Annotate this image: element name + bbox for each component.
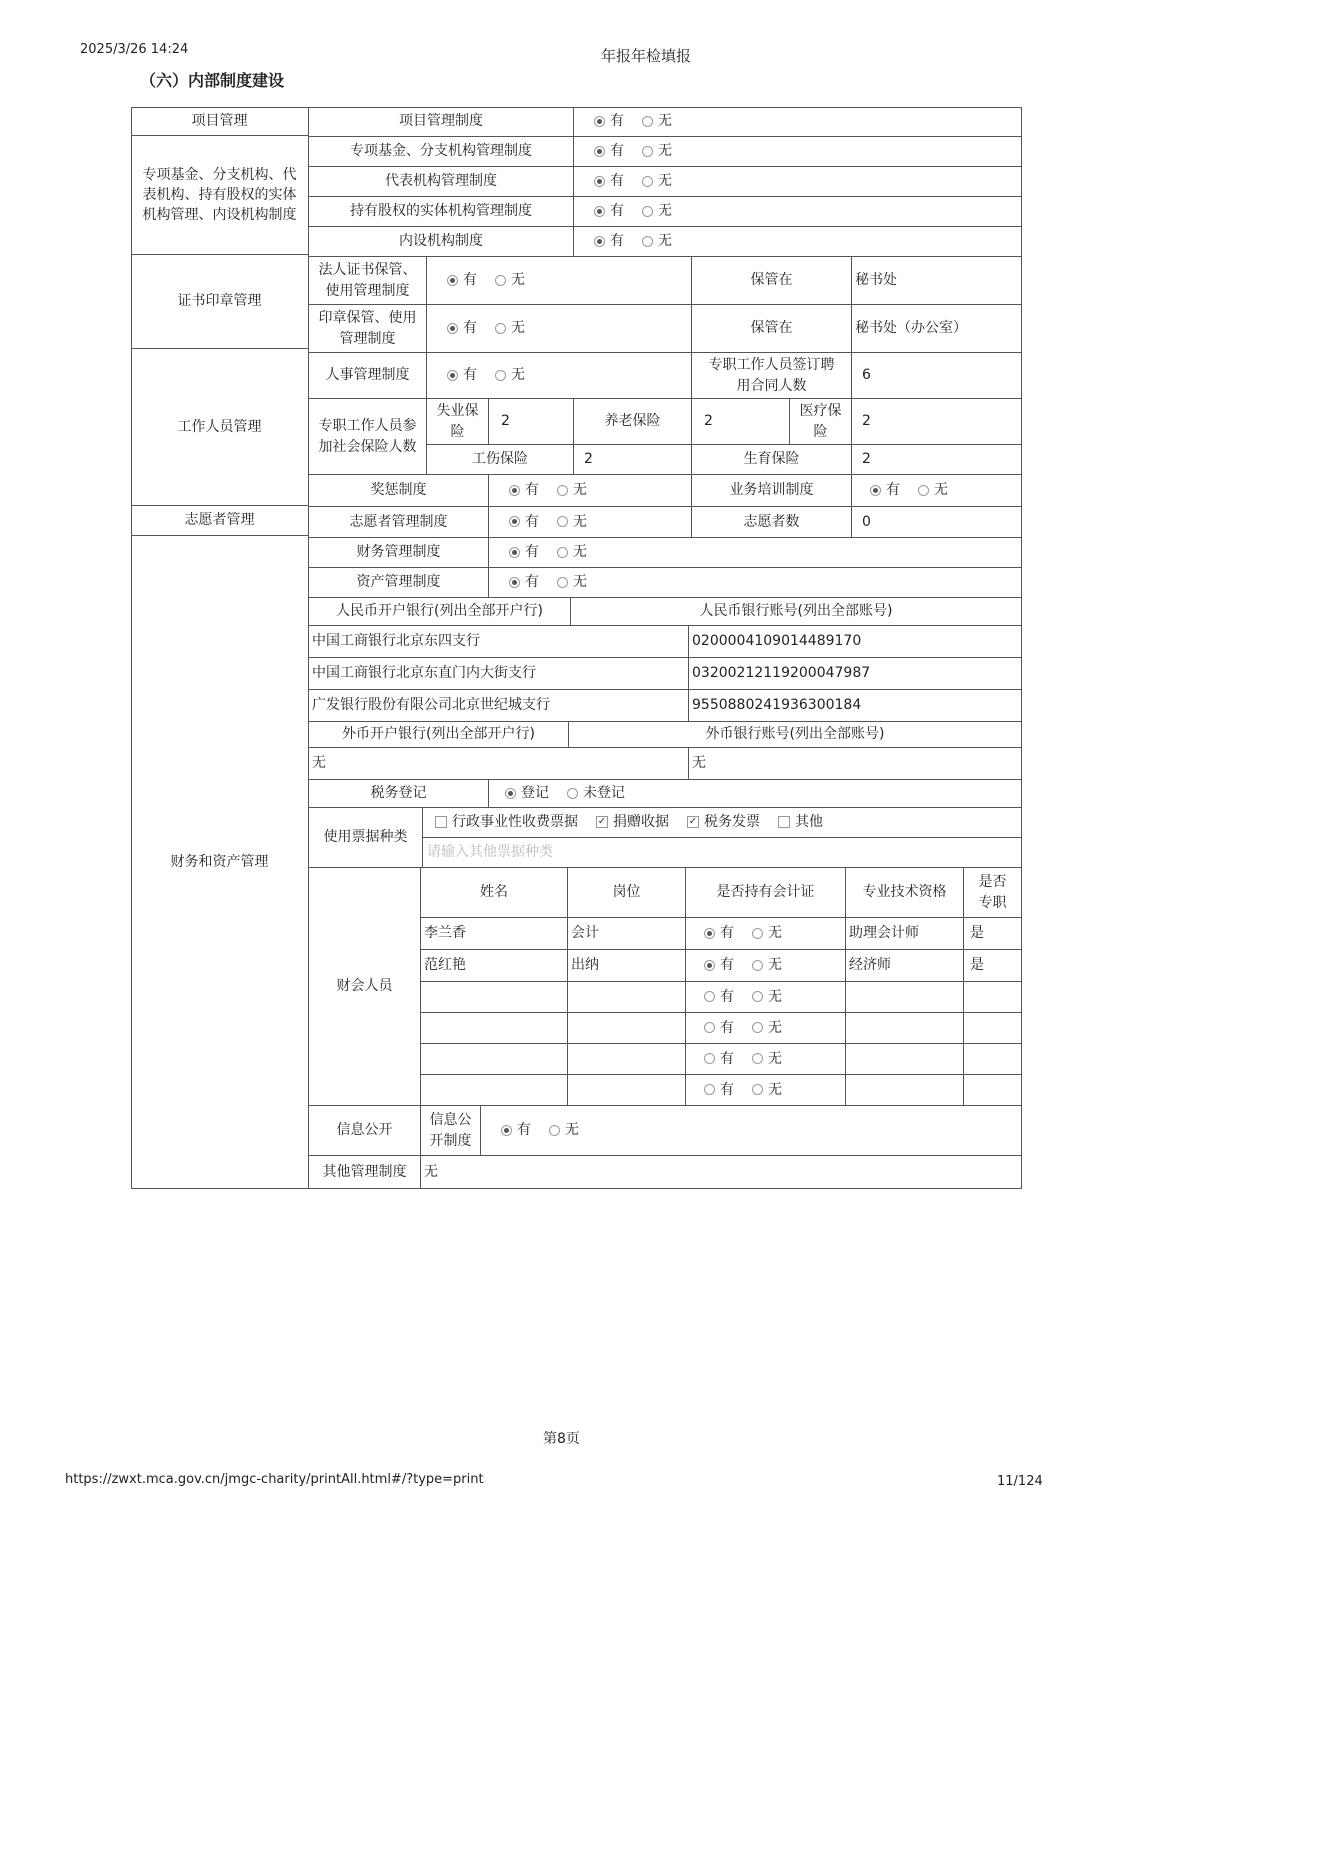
radio-training[interactable]: 有 无	[852, 475, 1022, 507]
volunteer-count-label: 志愿者数	[692, 507, 852, 538]
checkbox-unchecked-icon[interactable]	[435, 816, 447, 828]
radio-off-icon[interactable]	[642, 236, 653, 247]
acc-qual-empty[interactable]	[846, 1013, 964, 1044]
radio-reward[interactable]: 有 无	[489, 475, 692, 507]
bill-checkboxes[interactable]: 行政事业性收费票据 ✓ 捐赠收据 ✓ 税务发票 其他	[423, 808, 1022, 838]
rule-info: 信息公开制度	[421, 1106, 481, 1156]
volunteer-count[interactable]: 0	[852, 507, 1022, 538]
medical-value[interactable]: 2	[852, 399, 1022, 445]
radio-off-icon[interactable]	[557, 547, 568, 558]
print-title: 年报年检填报	[601, 47, 692, 65]
radio-on-icon[interactable]	[509, 547, 520, 558]
radio-off-icon[interactable]	[752, 1084, 763, 1095]
group-other: 其他管理制度	[309, 1156, 421, 1189]
acc-cert-empty[interactable]: 有 无	[686, 1044, 846, 1075]
cert-kept-value[interactable]: 秘书处	[852, 257, 1022, 305]
radio-on-icon[interactable]	[447, 323, 458, 334]
pension-label: 养老保险	[574, 399, 692, 445]
radio-off-icon[interactable]	[495, 323, 506, 334]
medical-label: 医疗保险	[790, 399, 852, 445]
radio-on-icon[interactable]	[509, 516, 520, 527]
acc-fulltime-empty[interactable]	[964, 1044, 1022, 1075]
acc-qual-0[interactable]: 助理会计师	[846, 918, 964, 950]
acc-cert-0[interactable]: 有 无	[686, 918, 846, 950]
rule-volunteer: 志愿者管理制度	[309, 507, 489, 538]
rule-finance: 财务管理制度	[309, 538, 489, 568]
radio-off-icon[interactable]	[752, 1022, 763, 1033]
rule-project: 项目管理制度	[309, 107, 574, 137]
radio-project[interactable]	[574, 107, 1022, 137]
injury-value[interactable]: 2	[574, 445, 692, 475]
acc-fulltime-empty[interactable]	[964, 982, 1022, 1013]
radio-off-icon[interactable]	[752, 1053, 763, 1064]
acc-fulltime-empty[interactable]	[964, 1075, 1022, 1106]
radio-off-icon[interactable]	[704, 991, 715, 1002]
checkbox-unchecked-icon[interactable]	[778, 816, 790, 828]
radio-off-icon[interactable]	[752, 960, 763, 971]
acc-post-0[interactable]: 会计	[568, 918, 686, 950]
radio-branch-2[interactable]: 有 无	[574, 197, 1022, 227]
radio-on-icon[interactable]	[594, 116, 605, 127]
print-datetime: 2025/3/26 14:24	[80, 42, 189, 57]
acc-name-0[interactable]: 李兰香	[421, 918, 568, 950]
acc-header-name: 姓名	[421, 868, 568, 918]
tax-label: 税务登记	[309, 780, 489, 808]
rmb-account-0[interactable]: 0200004109014489170	[689, 626, 1022, 658]
radio-off-icon[interactable]	[704, 1084, 715, 1095]
radio-off-icon[interactable]	[704, 1053, 715, 1064]
acc-post-empty[interactable]	[568, 1044, 686, 1075]
radio-off-icon[interactable]	[557, 577, 568, 588]
rmb-account-2[interactable]: 9550880241936300184	[689, 690, 1022, 722]
fx-account-value[interactable]: 无	[689, 748, 1022, 780]
radio-off-icon[interactable]	[642, 176, 653, 187]
radio-off-icon[interactable]	[495, 370, 506, 381]
radio-on-icon[interactable]	[505, 788, 516, 799]
page-count: 11/124	[997, 1474, 1043, 1489]
acc-fulltime-0[interactable]: 是	[964, 918, 1022, 950]
group-staff: 工作人员管理	[131, 349, 309, 506]
radio-cert[interactable]: 有 无	[427, 257, 692, 305]
maternity-value[interactable]: 2	[852, 445, 1022, 475]
unemployment-label: 失业保险	[427, 399, 489, 445]
fx-account-header: 外币银行账号(列出全部账号)	[569, 722, 1022, 748]
radio-on-icon[interactable]	[594, 206, 605, 217]
other-value[interactable]: 无	[421, 1156, 1022, 1189]
group-cert: 证书印章管理	[131, 255, 309, 349]
acc-qual-empty[interactable]	[846, 1044, 964, 1075]
acc-post-1[interactable]: 出纳	[568, 950, 686, 982]
radio-seal[interactable]: 有 无	[427, 305, 692, 353]
radio-off-icon[interactable]	[557, 516, 568, 527]
rule-branch-1: 代表机构管理制度	[309, 167, 574, 197]
acc-post-empty[interactable]	[568, 1013, 686, 1044]
rmb-bank-1[interactable]: 中国工商银行北京东直门内大街支行	[309, 658, 689, 690]
radio-branch-0[interactable]: 有 无	[574, 137, 1022, 167]
radio-off-icon[interactable]	[495, 275, 506, 286]
acc-name-1[interactable]: 范红艳	[421, 950, 568, 982]
contract-label: 专职工作人员签订聘用合同人数	[692, 353, 852, 399]
bill-label: 使用票据种类	[309, 808, 423, 868]
group-finance: 财务和资产管理	[131, 536, 309, 1189]
group-info: 信息公开	[309, 1106, 421, 1156]
radio-finance[interactable]: 有 无	[489, 538, 1022, 568]
radio-on-icon[interactable]	[870, 485, 881, 496]
radio-branch-3[interactable]: 有 无	[574, 227, 1022, 257]
acc-fulltime-empty[interactable]	[964, 1013, 1022, 1044]
radio-off-icon[interactable]	[642, 146, 653, 157]
rule-branch-0: 专项基金、分支机构管理制度	[309, 137, 574, 167]
radio-on-icon[interactable]	[447, 275, 458, 286]
page-number: 第8页	[543, 1431, 580, 1447]
radio-off-icon[interactable]	[704, 1022, 715, 1033]
bill-other-input[interactable]: 请输入其他票据种类	[423, 838, 1022, 868]
acc-name-empty[interactable]	[421, 1044, 568, 1075]
acc-qual-1[interactable]: 经济师	[846, 950, 964, 982]
radio-on-icon[interactable]	[704, 928, 715, 939]
rule-asset: 资产管理制度	[309, 568, 489, 598]
acc-name-empty[interactable]	[421, 982, 568, 1013]
checkbox-checked-icon[interactable]: ✓	[597, 816, 607, 828]
fx-bank-value[interactable]: 无	[309, 748, 689, 780]
seal-kept-label: 保管在	[692, 305, 852, 353]
rule-cert: 法人证书保管、使用管理制度	[309, 257, 427, 305]
accountants-label: 财会人员	[309, 868, 421, 1106]
rmb-bank-0[interactable]: 中国工商银行北京东四支行	[309, 626, 689, 658]
insurance-label: 专职工作人员参加社会保险人数	[309, 399, 427, 475]
radio-off-icon[interactable]	[557, 485, 568, 496]
pension-value[interactable]: 2	[692, 399, 790, 445]
page-url: https://zwxt.mca.gov.cn/jmgc-charity/printAll.html#/?type=print	[65, 1472, 484, 1487]
opt-yes: 有	[610, 113, 624, 130]
acc-qual-empty[interactable]	[846, 1075, 964, 1106]
injury-label: 工伤保险	[427, 445, 574, 475]
acc-post-empty[interactable]	[568, 1075, 686, 1106]
radio-off-icon[interactable]	[642, 116, 653, 127]
radio-off-icon[interactable]	[642, 206, 653, 217]
cert-kept-label: 保管在	[692, 257, 852, 305]
acc-cert-empty[interactable]: 有 无	[686, 982, 846, 1013]
fx-bank-header: 外币开户银行(列出全部开户行)	[309, 722, 569, 748]
section-title: （六）内部制度建设	[140, 71, 285, 90]
acc-header-cert: 是否持有会计证	[686, 868, 846, 918]
seal-kept-value[interactable]: 秘书处（办公室）	[852, 305, 1022, 353]
acc-post-empty[interactable]	[568, 982, 686, 1013]
acc-header-post: 岗位	[568, 868, 686, 918]
maternity-label: 生育保险	[692, 445, 852, 475]
radio-off-icon[interactable]	[752, 991, 763, 1002]
acc-cert-1[interactable]: 有 无	[686, 950, 846, 982]
radio-tax[interactable]: 登记 未登记	[489, 780, 1022, 808]
rule-hr: 人事管理制度	[309, 353, 427, 399]
radio-on-icon[interactable]	[509, 577, 520, 588]
rmb-bank-header: 人民币开户银行(列出全部开户行)	[309, 598, 571, 626]
rule-reward: 奖惩制度	[309, 475, 489, 507]
group-project: 项目管理	[131, 107, 309, 136]
acc-header-qual: 专业技术资格	[846, 868, 964, 918]
radio-info[interactable]: 有 无	[481, 1106, 1022, 1156]
rule-branch-3: 内设机构制度	[309, 227, 574, 257]
acc-qual-empty[interactable]	[846, 982, 964, 1013]
radio-off-icon[interactable]	[918, 485, 929, 496]
radio-branch-1[interactable]: 有 无	[574, 167, 1022, 197]
radio-hr[interactable]: 有 无	[427, 353, 692, 399]
radio-off-icon[interactable]	[752, 928, 763, 939]
acc-fulltime-1[interactable]: 是	[964, 950, 1022, 982]
rmb-account-1[interactable]: 0320021211920004798​7	[689, 658, 1022, 690]
opt-no: 无	[658, 113, 672, 130]
rule-training: 业务培训制度	[692, 475, 852, 507]
rule-branch-2: 持有股权的实体机构管理制度	[309, 197, 574, 227]
contract-count[interactable]: 6	[852, 353, 1022, 399]
radio-on-icon[interactable]	[447, 370, 458, 381]
radio-on-icon[interactable]	[501, 1125, 512, 1136]
radio-on-icon[interactable]	[509, 485, 520, 496]
radio-off-icon[interactable]	[549, 1125, 560, 1136]
radio-on-icon[interactable]	[594, 236, 605, 247]
radio-off-icon[interactable]	[567, 788, 578, 799]
rule-seal: 印章保管、使用管理制度	[309, 305, 427, 353]
acc-name-empty[interactable]	[421, 1013, 568, 1044]
acc-cert-empty[interactable]: 有 无	[686, 1013, 846, 1044]
rmb-bank-2[interactable]: 广发银行股份有限公司北京世纪城支行	[309, 690, 689, 722]
group-volunteer: 志愿者管理	[131, 506, 309, 536]
radio-volunteer[interactable]: 有 无	[489, 507, 692, 538]
checkbox-checked-icon[interactable]: ✓	[688, 816, 698, 828]
acc-name-empty[interactable]	[421, 1075, 568, 1106]
group-branch: 专项基金、分支机构、代表机构、持有股权的实体机构管理、内设机构制度	[131, 136, 309, 255]
unemployment-value[interactable]: 2	[489, 399, 574, 445]
rmb-account-header: 人民币银行账号(列出全部账号)	[571, 598, 1022, 626]
radio-on-icon[interactable]	[594, 176, 605, 187]
radio-on-icon[interactable]	[594, 146, 605, 157]
acc-cert-empty[interactable]: 有 无	[686, 1075, 846, 1106]
radio-asset[interactable]: 有 无	[489, 568, 1022, 598]
acc-header-fulltime: 是否专职	[964, 868, 1022, 918]
radio-on-icon[interactable]	[704, 960, 715, 971]
